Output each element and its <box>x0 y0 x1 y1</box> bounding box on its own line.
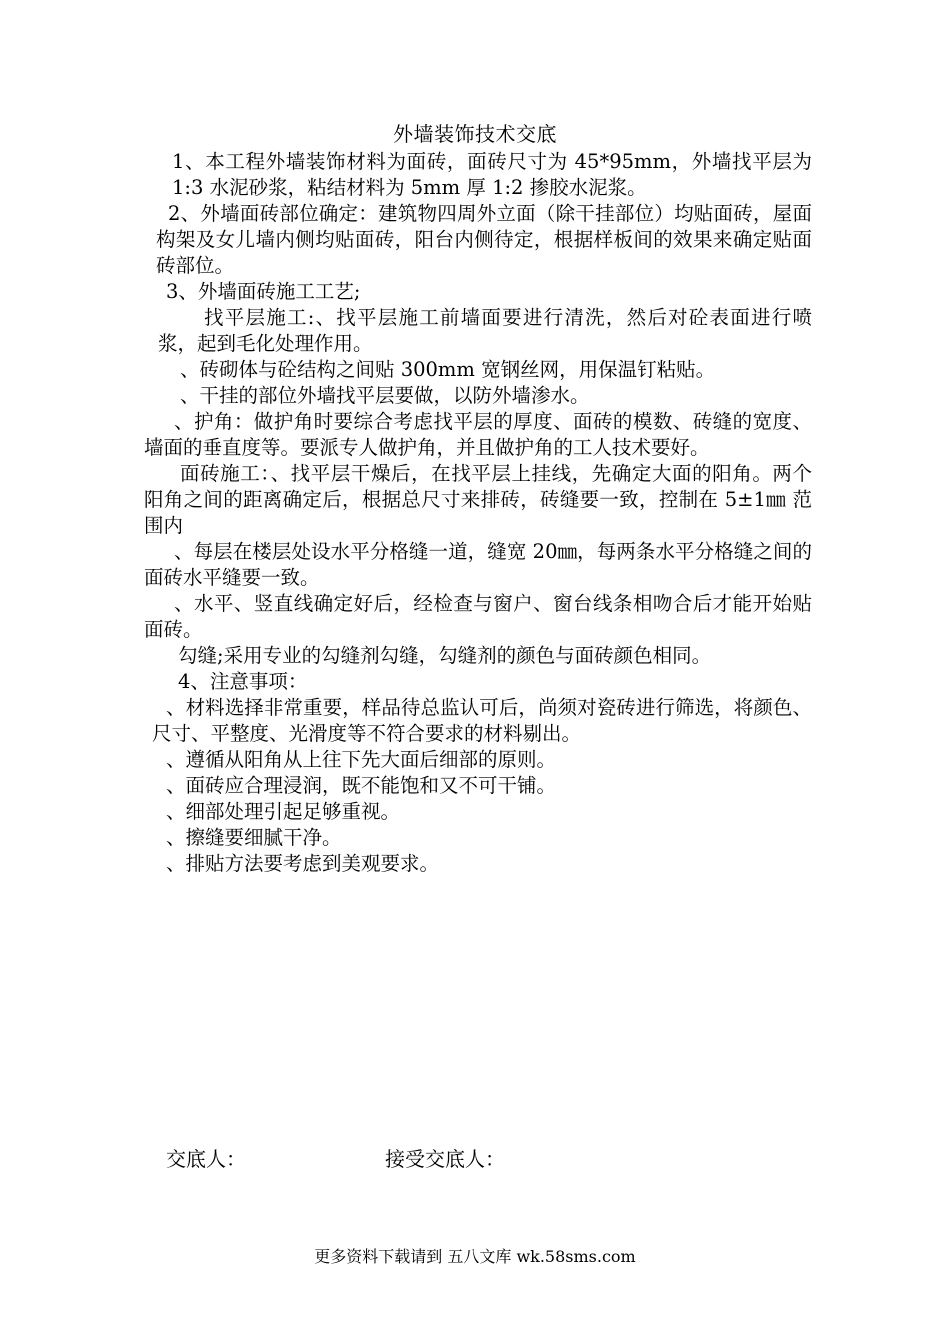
paragraph-7: 、护角：做护角时要综合考虑找平层的厚度、面砖的模数、砖缝的宽度、墙面的垂直度等。要派专人做护角，并且做护角的工人技术要好。 <box>144 410 812 459</box>
paragraph-8: 面砖施工：、找平层干燥后，在找平层上挂线，先确定大面的阳角。两个阳角之间的距离确定后，根据总尺寸来排砖，砖缝要一致，控制在 5±1㎜ 范围内 <box>144 462 812 537</box>
paragraph-15: 、面砖应合理浸润，既不能饱和又不可干铺。 <box>166 774 557 797</box>
page-title: 外墙装饰技术交底 <box>393 122 557 146</box>
footer-note: 更多资料下载请到 五八文库 wk.58sms.com <box>314 1247 636 1266</box>
paragraph-4: 找平层施工:、找平层施工前墙面要进行清洗，然后对砼表面进行喷浆，起到毛化处理作用。 <box>158 306 812 355</box>
paragraph-2: 2、外墙面砖部位确定：建筑物四周外立面（除干挂部位）均贴面砖，屋面构架及女儿墙内侧均贴面砖，阳台内侧待定，根据样板间的效果来确定贴面砖部位。 <box>156 202 812 277</box>
paragraph-6: 、干挂的部位外墙找平层要做，以防外墙渗水。 <box>180 384 590 407</box>
signature-row <box>0 1145 950 1173</box>
giver-signature-label: 交底人： <box>166 1147 246 1171</box>
paragraph-3-heading: 3、外墙面砖施工工艺; <box>166 280 361 303</box>
paragraph-1: 1、本工程外墙装饰材料为面砖，面砖尺寸为 45*95mm，外墙找平层为 1:3 水泥砂浆，粘结材料为 5mm 厚 1:2 掺胶水泥浆。 <box>172 150 812 199</box>
paragraph-14: 、遵循从阳角从上往下先大面后细部的原则。 <box>166 748 557 771</box>
paragraph-18: 、排贴方法要考虑到美观要求。 <box>166 852 440 875</box>
paragraph-10: 、水平、竖直线确定好后，经检查与窗户、窗台线条相吻合后才能开始贴面砖。 <box>144 592 812 641</box>
paragraph-11: 勾缝;采用专业的勾缝剂勾缝，勾缝剂的颜色与面砖颜色相同。 <box>178 644 712 667</box>
paragraph-17: 、擦缝要细腻干净。 <box>166 826 342 849</box>
paragraph-5: 、砖砌体与砼结构之间贴 300mm 宽钢丝网，用保温钉粘贴。 <box>180 358 716 381</box>
receiver-signature-label: 接受交底人： <box>385 1147 505 1171</box>
paragraph-12-heading: 4、注意事项： <box>178 670 308 693</box>
document-body <box>144 149 812 877</box>
paragraph-9: 、每层在楼层处设水平分格缝一道，缝宽 20㎜，每两条水平分格缝之间的面砖水平缝要一致。 <box>144 540 812 589</box>
paragraph-16: 、细部处理引起足够重视。 <box>166 800 401 823</box>
paragraph-13: 、材料选择非常重要，样品待总监认可后，尚须对瓷砖进行筛选，将颜色、尺寸、平整度、光滑度等不符合要求的材料剔出。 <box>152 696 812 745</box>
